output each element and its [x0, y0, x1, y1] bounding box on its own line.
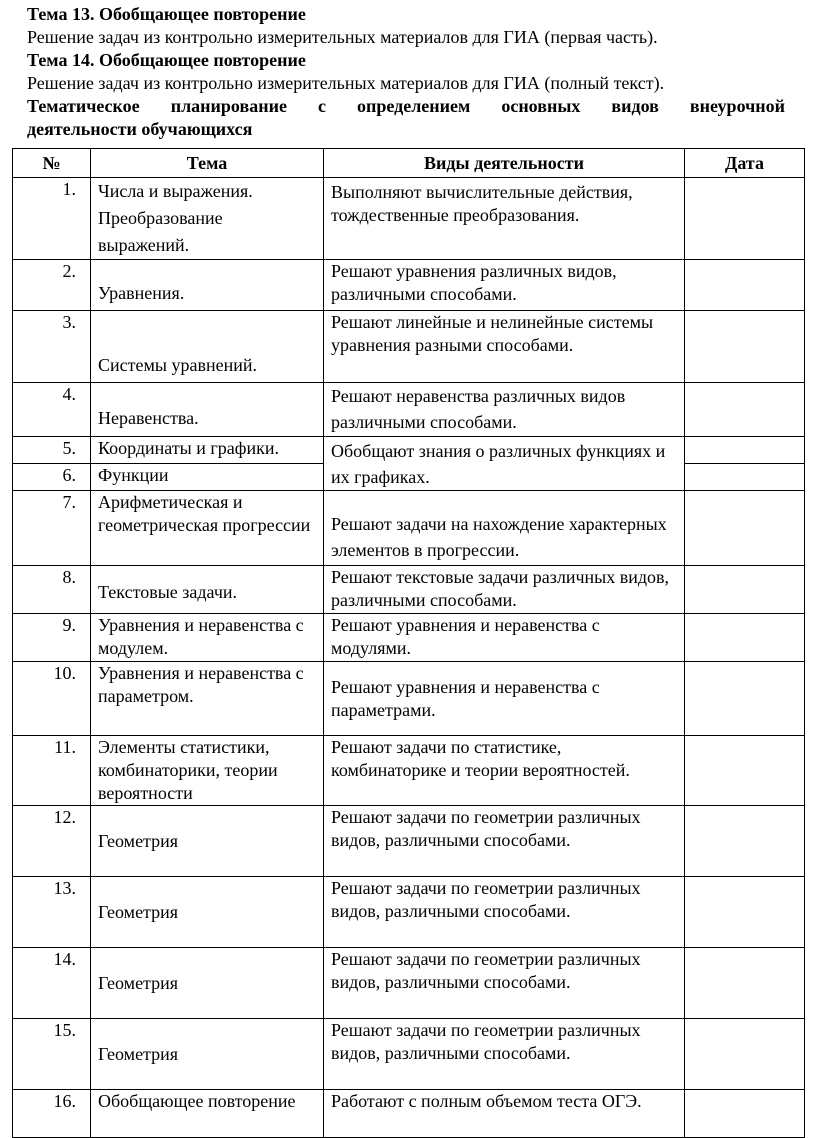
table-row: [13, 491, 805, 566]
table-row: [13, 1019, 805, 1090]
row-activity: Решают задачи по геометрии различных видов, различными способами.: [324, 806, 685, 877]
row-topic: Текстовые задачи.: [91, 566, 324, 614]
row-number: 4.: [13, 383, 91, 437]
table-header-row: [13, 149, 805, 178]
row-date: [685, 178, 805, 260]
document-header: [27, 3, 785, 141]
row-topic: Функции: [91, 464, 324, 491]
row-topic: Уравнения и неравенства с параметром.: [91, 662, 324, 736]
row-topic: Геометрия: [91, 1019, 324, 1090]
row-date: [685, 662, 805, 736]
planning-table: [12, 148, 805, 1138]
row-number: 16.: [13, 1090, 91, 1138]
topic13-text: Решение задач из контрольно измерительных материалов для ГИА (первая часть).: [27, 27, 658, 47]
topic14-text: Решение задач из контрольно измерительных материалов для ГИА (полный текст).: [27, 73, 665, 93]
row-date: [685, 948, 805, 1019]
table-row: [13, 1090, 805, 1138]
row-number: 8.: [13, 566, 91, 614]
row-topic: Числа и выражения. Преобразование выражений.: [91, 178, 324, 260]
row-number: 11.: [13, 736, 91, 806]
table-row: [13, 260, 805, 311]
row-topic: Обобщающее повторение: [91, 1090, 324, 1138]
row-topic: Арифметическая и геометрическая прогрессии: [91, 491, 324, 566]
row-number: 12.: [13, 806, 91, 877]
row-activity: Решают линейные и нелинейные системы уравнения разными способами.: [324, 311, 685, 383]
row-number: 10.: [13, 662, 91, 736]
row-date: [685, 464, 805, 491]
table-row: [13, 877, 805, 948]
row-date: [685, 437, 805, 464]
row-date: [685, 736, 805, 806]
row-date: [685, 1019, 805, 1090]
row-activity: Решают уравнения различных видов, различными способами.: [324, 260, 685, 311]
row-number: 13.: [13, 877, 91, 948]
row-activity: Решают задачи по геометрии различных видов, различными способами.: [324, 1019, 685, 1090]
row-topic: Геометрия: [91, 877, 324, 948]
row-number: 2.: [13, 260, 91, 311]
row-topic: Неравенства.: [91, 383, 324, 437]
row-date: [685, 260, 805, 311]
row-topic: Элементы статистики, комбинаторики, теории вероятности: [91, 736, 324, 806]
table-row: [13, 614, 805, 662]
row-number: 14.: [13, 948, 91, 1019]
topic13-title: Тема 13. Обобщающее повторение: [27, 4, 306, 24]
row-date: [685, 877, 805, 948]
row-date: [685, 491, 805, 566]
row-number: 5.: [13, 437, 91, 464]
column-header-topic: Тема: [91, 149, 324, 178]
row-activity: Обобщают знания о различных функциях и их графиках.: [324, 437, 685, 491]
topic14-title: Тема 14. Обобщающее повторение: [27, 50, 306, 70]
row-number: 9.: [13, 614, 91, 662]
row-topic: Геометрия: [91, 806, 324, 877]
row-activity: Выполняют вычислительные действия, тождественные преобразования.: [324, 178, 685, 260]
row-topic: Системы уравнений.: [91, 311, 324, 383]
row-number: 1.: [13, 178, 91, 260]
table-row: [13, 437, 805, 464]
column-header-activity: Виды деятельности: [324, 149, 685, 178]
row-number: 6.: [13, 464, 91, 491]
table-row: [13, 383, 805, 437]
row-topic: Уравнения.: [91, 260, 324, 311]
row-activity: Работают с полным объемом теста ОГЭ.: [324, 1090, 685, 1138]
column-header-date: Дата: [685, 149, 805, 178]
plan-title-line1: Тематическое планирование с определением основных видов внеурочной: [27, 96, 785, 116]
row-activity: Решают неравенства различных видов различными способами.: [324, 383, 685, 437]
table-row: [13, 806, 805, 877]
table-row: [13, 948, 805, 1019]
row-activity: Решают текстовые задачи различных видов, различными способами.: [324, 566, 685, 614]
table-row: [13, 566, 805, 614]
row-activity: Решают уравнения и неравенства с модулями.: [324, 614, 685, 662]
row-number: 15.: [13, 1019, 91, 1090]
row-topic: Уравнения и неравенства с модулем.: [91, 614, 324, 662]
row-topic: Координаты и графики.: [91, 437, 324, 464]
row-date: [685, 806, 805, 877]
row-number: 3.: [13, 311, 91, 383]
table-row: [13, 311, 805, 383]
row-topic: Геометрия: [91, 948, 324, 1019]
row-activity: Решают задачи на нахождение характерных элементов в прогрессии.: [324, 491, 685, 566]
row-date: [685, 566, 805, 614]
row-activity: Решают задачи по геометрии различных видов, различными способами.: [324, 877, 685, 948]
row-activity: Решают уравнения и неравенства с параметрами.: [324, 662, 685, 736]
row-date: [685, 1090, 805, 1138]
row-date: [685, 614, 805, 662]
row-activity: Решают задачи по геометрии различных видов, различными способами.: [324, 948, 685, 1019]
table-row: [13, 178, 805, 260]
row-date: [685, 311, 805, 383]
plan-title-line2: деятельности обучающихся: [27, 119, 253, 139]
row-number: 7.: [13, 491, 91, 566]
table-row: [13, 662, 805, 736]
column-header-number: №: [13, 149, 91, 178]
table-row: [13, 736, 805, 806]
row-activity: Решают задачи по статистике, комбинаторике и теории вероятностей.: [324, 736, 685, 806]
row-date: [685, 383, 805, 437]
